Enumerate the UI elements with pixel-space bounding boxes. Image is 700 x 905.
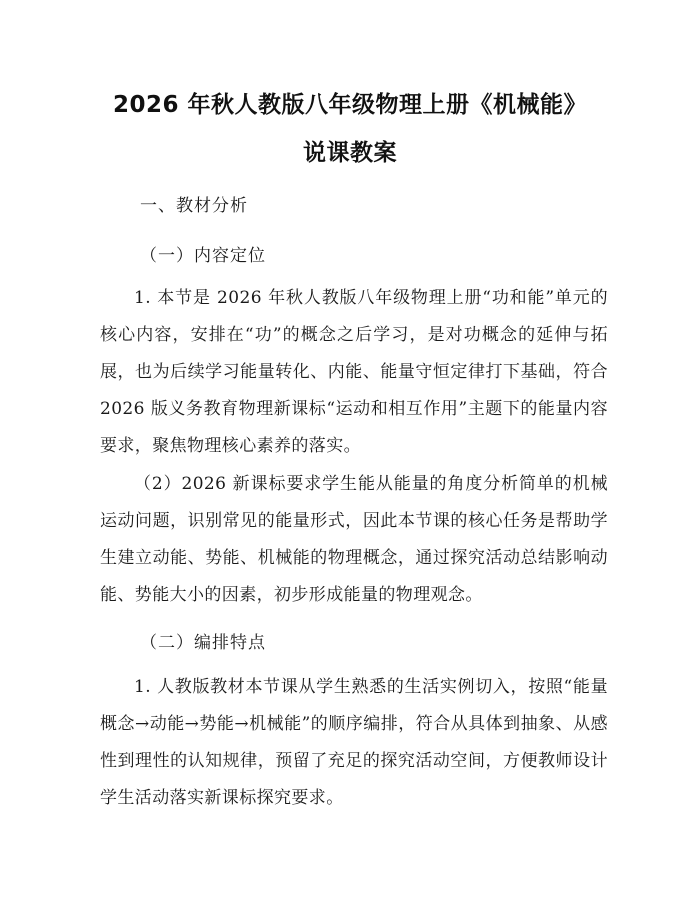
section-heading-textbook-analysis: 一、教材分析 bbox=[140, 196, 248, 216]
subsection-heading-arrangement-features: （二）编排特点 bbox=[140, 633, 266, 653]
document-title: 2026 年秋人教版八年级物理上册《机械能》 bbox=[112, 92, 588, 118]
document-subtitle: 说课教案 bbox=[303, 140, 397, 166]
paragraph-content-positioning-2: （2）2026 新课标要求学生能从能量的角度分析简单的机械运动问题，识别常见的能量形式，因此本节课的核心任务是帮助学生建立动能、势能、机械能的物理概念，通过探究活动总结影响动能、势能大小的因素，初步形成能量的物理观念。 bbox=[100, 474, 608, 605]
subsection-heading-content-positioning: （一）内容定位 bbox=[140, 246, 266, 266]
paragraph-content-positioning-1: 1. 本节是 2026 年秋人教版八年级物理上册“功和能”单元的核心内容，安排在“功”的概念之后学习，是对功概念的延伸与拓展，也为后续学习能量转化、内能、能量守恒定律打下基础，符合 2026 版义务教育物理新课标“运动和相互作用”主题下的能量内容要求，聚焦物理核心素养的落实。 bbox=[100, 288, 608, 456]
paragraph-arrangement-features-1: 1. 人教版教材本节课从学生熟悉的生活实例切入，按照“能量概念→动能→势能→机械能”的顺序编排，符合从具体到抽象、从感性到理性的认知规律，预留了充足的探究活动空间，方便教师设计学生活动落实新课标探究要求。 bbox=[100, 677, 608, 808]
